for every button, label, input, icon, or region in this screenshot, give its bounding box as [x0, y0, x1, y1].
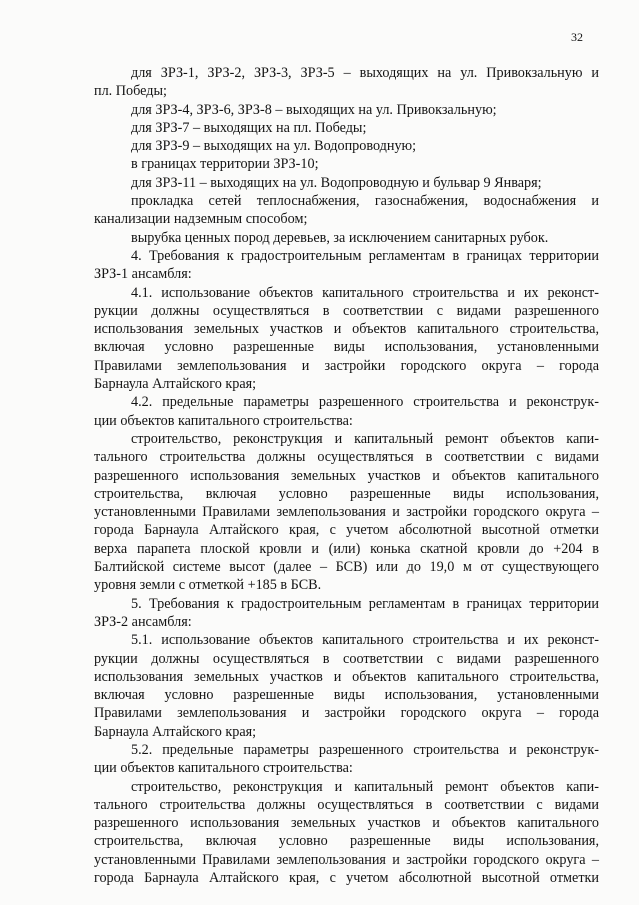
text-line: 5. Требования к градостроительным регламентам в границах территории: [131, 595, 599, 612]
text-line: пл. Победы;: [94, 83, 167, 100]
text-line: установленными Правилами землепользования и застройки городского округа –: [94, 504, 599, 521]
text-line: разрешенного использования земельных участков и объектов капитального: [94, 815, 599, 832]
text-line: 4.1. использование объектов капитального строительства и их реконст-: [131, 284, 599, 301]
text-line: 5.2. предельные параметры разрешенного строительства и реконструк-: [131, 741, 599, 758]
text-line: включая условно разрешенные виды использования, установленными: [94, 687, 599, 704]
text-line: рукции должны осуществляться в соответствии с видами разрешенного: [94, 650, 599, 667]
text-line: для ЗРЗ-9 – выходящих на ул. Водопроводную;: [131, 138, 417, 155]
text-line: рукции должны осуществляться в соответствии с видами разрешенного: [94, 302, 599, 319]
text-line: установленными Правилами землепользования и застройки городского округа –: [94, 851, 599, 868]
text-line: Правилами землепользования и застройки городского округа – города: [94, 705, 599, 722]
text-line: Барнаула Алтайского края;: [94, 376, 257, 393]
text-line: канализации надземным способом;: [94, 211, 308, 228]
text-line: строительство, реконструкция и капитальный ремонт объектов капи-: [131, 778, 599, 795]
text-line: разрешенного использования земельных участков и объектов капитального: [94, 467, 599, 484]
text-line: строительства, включая условно разрешенные виды использования,: [94, 485, 599, 502]
text-line: прокладка сетей теплоснабжения, газоснабжения, водоснабжения и: [131, 193, 599, 210]
text-line: уровня земли с отметкой +185 в БСВ.: [94, 577, 322, 594]
text-line: использования земельных участков и объектов капитального строительства,: [94, 668, 599, 685]
text-line: для ЗРЗ-11 – выходящих на ул. Водопроводную и бульвар 9 Января;: [131, 174, 542, 191]
text-line: города Барнаула Алтайского края, с учетом абсолютной высотной отметки: [94, 870, 599, 887]
text-line: верха парапета плоской кровли и (или) конька скатной кровли до +204 в: [94, 540, 599, 557]
text-line: Барнаула Алтайского края;: [94, 723, 257, 740]
text-line: строительство, реконструкция и капитальный ремонт объектов капи-: [131, 430, 599, 447]
text-line: ции объектов капитального строительства:: [94, 412, 353, 429]
text-line: 4.2. предельные параметры разрешенного строительства и реконструк-: [131, 394, 599, 411]
text-line: для ЗРЗ-7 – выходящих на пл. Победы;: [131, 119, 367, 136]
text-line: ции объектов капитального строительства:: [94, 760, 353, 777]
text-line: ЗРЗ-2 ансамбля:: [94, 613, 192, 630]
text-line: тального строительства должны осуществляться в соответствии с видами: [94, 796, 599, 813]
text-line: Балтийской системе высот (далее – БСВ) или до 19,0 м от существующего: [94, 559, 599, 576]
text-line: использования земельных участков и объектов капитального строительства,: [94, 321, 599, 338]
text-line: вырубка ценных пород деревьев, за исключением санитарных рубок.: [131, 229, 549, 246]
text-line: тального строительства должны осуществляться в соответствии с видами: [94, 449, 599, 466]
text-line: включая условно разрешенные виды использования, установленными: [94, 339, 599, 356]
text-line: 4. Требования к градостроительным регламентам в границах территории: [131, 247, 599, 264]
text-line: Правилами землепользования и застройки городского округа – города: [94, 357, 599, 374]
text-line: ЗРЗ-1 ансамбля:: [94, 266, 192, 283]
text-line: 5.1. использование объектов капитального строительства и их реконст-: [131, 632, 599, 649]
document-body: [94, 64, 599, 887]
page-number: 32: [571, 30, 583, 44]
text-line: для ЗРЗ-1, ЗРЗ-2, ЗРЗ-3, ЗРЗ-5 – выходящих на ул. Привокзальную и: [131, 65, 599, 81]
text-line: строительства, включая условно разрешенные виды использования,: [94, 833, 599, 850]
text-line: для ЗРЗ-4, ЗРЗ-6, ЗРЗ-8 – выходящих на ул. Привокзальную;: [131, 101, 497, 118]
text-line: города Барнаула Алтайского края, с учетом абсолютной высотной отметки: [94, 522, 599, 539]
text-line: в границах территории ЗРЗ-10;: [131, 156, 319, 173]
